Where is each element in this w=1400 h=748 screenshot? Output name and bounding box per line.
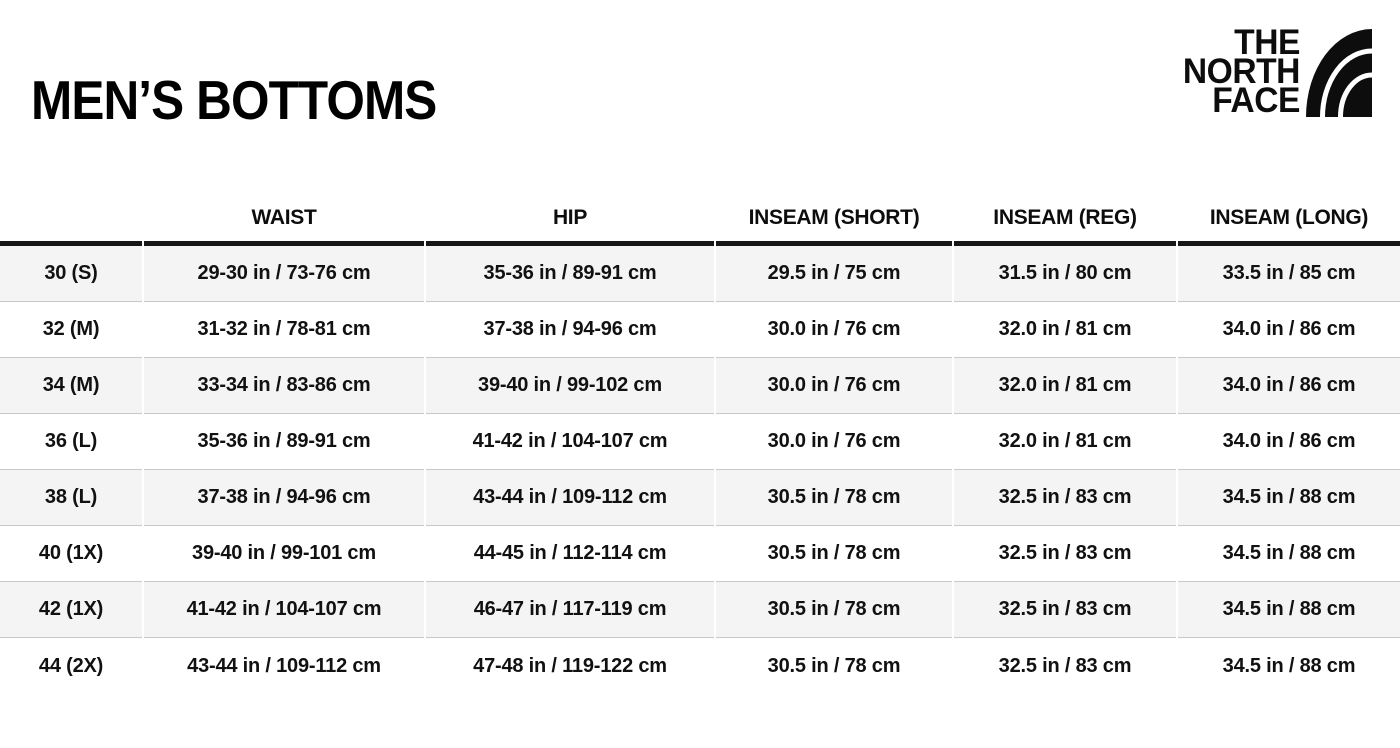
table-cell: 34.0 in / 86 cm xyxy=(1178,302,1400,358)
table-header-row xyxy=(0,198,1400,238)
table-cell: 35-36 in / 89-91 cm xyxy=(144,414,424,470)
table-cell: 37-38 in / 94-96 cm xyxy=(426,302,714,358)
column-header-inseam-long: INSEAM (LONG) xyxy=(1209,206,1369,229)
size-cell: 34 (M) xyxy=(0,358,142,414)
table-cell: 39-40 in / 99-101 cm xyxy=(144,526,424,582)
column-header-inseam-short: INSEAM (SHORT) xyxy=(748,206,920,229)
table-cell: 44-45 in / 112-114 cm xyxy=(426,526,714,582)
column-header-hip: HIP xyxy=(552,206,588,229)
column-header-inseam-reg: INSEAM (REG) xyxy=(993,206,1137,229)
table-cell: 33-34 in / 83-86 cm xyxy=(144,358,424,414)
table-row xyxy=(0,302,1400,358)
logo-line-face: FACE xyxy=(1212,81,1300,120)
table-cell: 32.5 in / 83 cm xyxy=(954,470,1176,526)
table-row xyxy=(0,246,1400,302)
table-cell: 34.5 in / 88 cm xyxy=(1178,582,1400,638)
table-cell: 30.5 in / 78 cm xyxy=(716,638,952,694)
table-cell: 32.5 in / 83 cm xyxy=(954,526,1176,582)
size-cell: 38 (L) xyxy=(0,470,142,526)
table-cell: 39-40 in / 99-102 cm xyxy=(426,358,714,414)
logo-line-north: NORTH xyxy=(1182,52,1300,91)
size-cell: 42 (1X) xyxy=(0,582,142,638)
table-cell: 33.5 in / 85 cm xyxy=(1178,246,1400,302)
table-row xyxy=(0,358,1400,414)
table-row xyxy=(0,638,1400,694)
size-cell: 36 (L) xyxy=(0,414,142,470)
table-cell: 34.5 in / 88 cm xyxy=(1178,470,1400,526)
size-table xyxy=(0,246,1400,694)
column-header-size xyxy=(0,198,142,238)
table-cell: 32.0 in / 81 cm xyxy=(954,414,1176,470)
table-cell: 32.0 in / 81 cm xyxy=(954,358,1176,414)
page-title: MEN’S BOTTOMS xyxy=(31,69,437,131)
table-cell: 32.0 in / 81 cm xyxy=(954,302,1176,358)
logo-wordmark xyxy=(1182,23,1300,120)
table-cell: 30.5 in / 78 cm xyxy=(716,582,952,638)
table-cell: 31-32 in / 78-81 cm xyxy=(144,302,424,358)
size-cell: 30 (S) xyxy=(0,246,142,302)
table-cell: 30.0 in / 76 cm xyxy=(716,358,952,414)
table-cell: 47-48 in / 119-122 cm xyxy=(426,638,714,694)
table-cell: 34.5 in / 88 cm xyxy=(1178,638,1400,694)
table-cell: 29-30 in / 73-76 cm xyxy=(144,246,424,302)
table-row xyxy=(0,414,1400,470)
table-cell: 30.5 in / 78 cm xyxy=(716,470,952,526)
logo-line-the: THE xyxy=(1234,23,1300,62)
table-cell: 29.5 in / 75 cm xyxy=(716,246,952,302)
table-cell: 43-44 in / 109-112 cm xyxy=(426,470,714,526)
table-cell: 30.0 in / 76 cm xyxy=(716,302,952,358)
table-cell: 30.0 in / 76 cm xyxy=(716,414,952,470)
table-cell: 34.0 in / 86 cm xyxy=(1178,358,1400,414)
column-header-waist: WAIST xyxy=(251,206,317,229)
table-cell: 41-42 in / 104-107 cm xyxy=(144,582,424,638)
size-cell: 32 (M) xyxy=(0,302,142,358)
table-cell: 41-42 in / 104-107 cm xyxy=(426,414,714,470)
table-cell: 35-36 in / 89-91 cm xyxy=(426,246,714,302)
table-cell: 46-47 in / 117-119 cm xyxy=(426,582,714,638)
the-north-face-logo xyxy=(1082,23,1372,121)
table-cell: 30.5 in / 78 cm xyxy=(716,526,952,582)
table-cell: 37-38 in / 94-96 cm xyxy=(144,470,424,526)
half-dome-icon xyxy=(1306,29,1372,117)
table-cell: 34.0 in / 86 cm xyxy=(1178,414,1400,470)
table-cell: 32.5 in / 83 cm xyxy=(954,638,1176,694)
table-cell: 31.5 in / 80 cm xyxy=(954,246,1176,302)
table-row xyxy=(0,582,1400,638)
table-row xyxy=(0,470,1400,526)
size-cell: 40 (1X) xyxy=(0,526,142,582)
table-row xyxy=(0,526,1400,582)
table-cell: 34.5 in / 88 cm xyxy=(1178,526,1400,582)
table-cell: 43-44 in / 109-112 cm xyxy=(144,638,424,694)
size-cell: 44 (2X) xyxy=(0,638,142,694)
table-cell: 32.5 in / 83 cm xyxy=(954,582,1176,638)
